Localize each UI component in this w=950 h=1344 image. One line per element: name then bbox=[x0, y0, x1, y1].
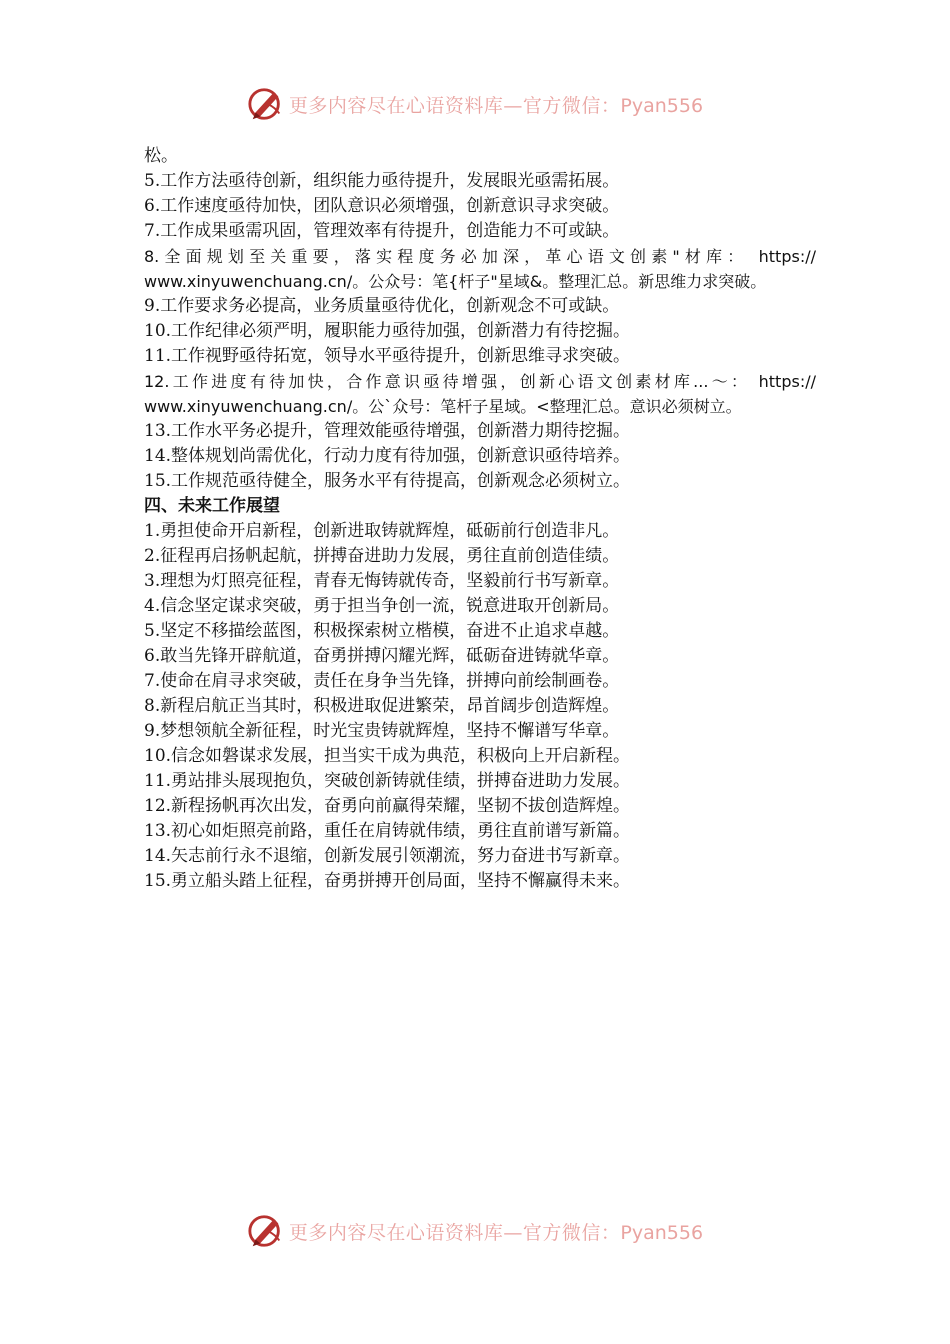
text-line: 15.勇立船头踏上征程，奋勇拼搏开创局面，坚持不懈赢得未来。 bbox=[144, 871, 631, 891]
text-line: 7.工作成果亟需巩固，管理效率有待提升，创造能力不可或缺。 bbox=[144, 221, 620, 241]
text-line: 10.信念如磐谋求发展，担当实干成为典范，积极向上开启新程。 bbox=[144, 746, 631, 766]
footer-banner bbox=[0, 1211, 950, 1251]
text-line: 6.敢当先锋开辟航道，奋勇拼搏闪耀光辉，砥砺奋进铸就华章。 bbox=[144, 646, 620, 666]
text-line: 1.勇担使命开启新程，创新进取铸就辉煌，砥砺前行创造非凡。 bbox=[144, 521, 620, 541]
text-line: 11.工作视野亟待拓宽，领导水平亟待提升，创新思维寻求突破。 bbox=[144, 346, 631, 366]
text-line: 12.新程扬帆再次出发，奋勇向前赢得荣耀，坚韧不拔创造辉煌。 bbox=[144, 796, 631, 816]
text-line: 10.工作纪律必须严明，履职能力亟待加强，创新潜力有待挖掘。 bbox=[144, 321, 631, 341]
text-line: 8.新程启航正当其时，积极进取促进繁荣，昂首阔步创造辉煌。 bbox=[144, 696, 620, 716]
text-line: 11.勇站排头展现抱负，突破创新铸就佳绩，拼搏奋进助力发展。 bbox=[144, 771, 631, 791]
pen-logo-icon bbox=[247, 85, 285, 123]
text-line: 14.整体规划尚需优化，行动力度有待加强，创新意识亟待培养。 bbox=[144, 446, 631, 466]
section-heading: 四、未来工作展望 bbox=[144, 496, 280, 516]
pen-logo-icon bbox=[247, 1212, 285, 1250]
document-body bbox=[144, 144, 816, 894]
text-line: 9.梦想领航全新征程，时光宝贵铸就辉煌，坚持不懈谱写华章。 bbox=[144, 721, 620, 741]
header-wechat: Pyan556 bbox=[620, 94, 704, 117]
text-line: 2.征程再启扬帆起航，拼搏奋进助力发展，勇往直前创造佳绩。 bbox=[144, 546, 620, 566]
text-line: 6.工作速度亟待加快，团队意识必须增强，创新意识寻求突破。 bbox=[144, 196, 620, 216]
header-text: 更多内容尽在心语资料库—官方微信：Pyan556 bbox=[288, 94, 704, 117]
text-line: 松。 bbox=[144, 146, 178, 166]
text-line: 15.工作规范亟待健全，服务水平有待提高，创新观念必须树立。 bbox=[144, 471, 631, 491]
text-line: 12.工作进度有待加快，合作意识亟待增强，创新心语文创素材库...～： https:// bbox=[144, 372, 816, 391]
text-line: 9.工作要求务必提高，业务质量亟待优化，创新观念不可或缺。 bbox=[144, 296, 620, 316]
text-line: 5.工作方法亟待创新，组织能力亟待提升，发展眼光亟需拓展。 bbox=[144, 171, 620, 191]
footer-text: 更多内容尽在心语资料库—官方微信：Pyan556 bbox=[288, 1221, 704, 1244]
text-line: 13.工作水平务必提升，管理效能亟待增强，创新潜力期待挖掘。 bbox=[144, 421, 631, 441]
text-line: 8.全面规划至关重要，落实程度务必加深，革心语文创素"材库： https:// bbox=[144, 247, 816, 266]
text-line: www.xinyuwenchuang.cn/。公`众号：笔杆子星域。<整理汇总。意识必须树立。 bbox=[144, 397, 742, 416]
text-line: 14.矢志前行永不退缩，创新发展引领潮流，努力奋进书写新章。 bbox=[144, 846, 631, 866]
text-line: www.xinyuwenchuang.cn/。公众号：笔{杆子"星域&。整理汇总。新思维力求突破。 bbox=[144, 272, 767, 291]
text-line: 7.使命在肩寻求突破，责任在身争当先锋，拼搏向前绘制画卷。 bbox=[144, 671, 620, 691]
footer-wechat: Pyan556 bbox=[620, 1221, 704, 1244]
text-line: 5.坚定不移描绘蓝图，积极探索树立楷模，奋进不止追求卓越。 bbox=[144, 621, 620, 641]
header-banner bbox=[0, 84, 950, 124]
text-line: 13.初心如炬照亮前路，重任在肩铸就伟绩，勇往直前谱写新篇。 bbox=[144, 821, 631, 841]
text-line: 3.理想为灯照亮征程，青春无悔铸就传奇，坚毅前行书写新章。 bbox=[144, 571, 620, 591]
text-line: 4.信念坚定谋求突破，勇于担当争创一流，锐意进取开创新局。 bbox=[144, 596, 620, 616]
